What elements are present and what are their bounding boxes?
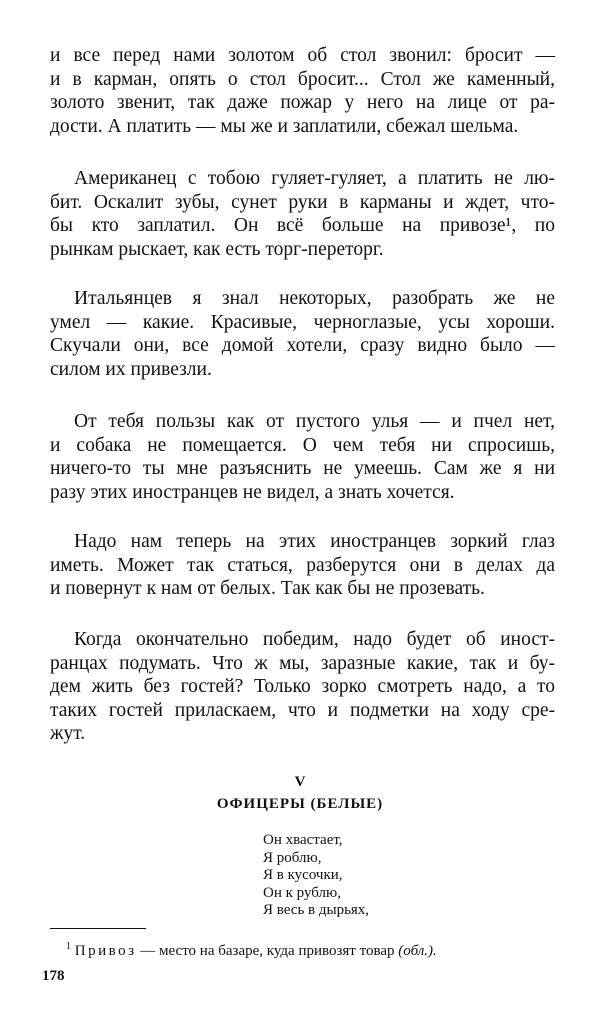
poem-line: Он к рублю, [263,884,341,901]
poem-line: Я в кусочки, [263,867,343,883]
footnote-marker: 1 [66,941,71,952]
text-line: золото звенит, так даже пожар у него на лице от ра- [50,92,555,113]
paragraph-6 [50,628,555,746]
page-number: 178 [42,968,65,984]
footnote [66,938,437,960]
chapter-number: V [294,774,306,790]
footnote-divider [50,928,146,929]
text-line: дости. А платить — мы же и заплатили, сбежал шельма. [50,115,519,137]
text-line: Надо нам теперь на этих иностранцев зоркий глаз [74,531,555,552]
footnote-term: Привоз [74,943,137,959]
paragraph-5 [50,530,555,601]
poem-line: Я роблю, [263,849,322,866]
text-line: От тебя пользы как от пустого улья — и пчел нет, [74,411,555,432]
text-line: иметь. Может так статься, разберутся они в делах да [50,554,555,576]
text-line: бы кто заплатил. Он всё больше на привозе¹, по [50,215,555,236]
poem-line: Он хвастает, [263,832,343,848]
text-line: ранцах подумать. Что ж мы, заразные какие, так и бу- [50,652,555,674]
text-line: умел — какие. Красивые, черноглазые, усы хороши. [50,311,555,333]
footnote-text: — место на базаре, куда привозят товар [136,943,399,959]
poem-block [263,832,369,920]
text-line: силом их привезли. [50,358,212,380]
text-line: рынкам рыскает, как есть торг-переторг. [50,238,384,260]
paragraph-2 [50,167,555,261]
text-line: Когда окончательно победим, надо будет об иност- [74,629,555,650]
text-line: разу этих иностранцев не видел, а знать хочется. [50,481,455,503]
text-line: таких гостей приласкаем, что и подметки на ходу сре- [50,699,555,721]
text-line: и повернут к нам от белых. Так как бы не прозевать. [50,578,485,599]
text-line: Итальянцев я знал некоторых, разобрать же не [74,288,555,309]
text-line: дем жить без гостей? Только зорко смотреть надо, а то [50,676,555,697]
text-line: и в карман, опять о стол бросит... Стол же каменный, [50,68,555,90]
paragraph-1 [50,44,555,138]
text-line: ничего-то ты мне разъяснить не умеешь. Сам же я ни [50,458,555,479]
text-line: бит. Оскалит зубы, сунет руки в карманы и ждет, что- [50,191,555,213]
text-line: и собака не помещается. О чем тебя ни спросишь, [50,434,555,456]
chapter-title: ОФИЦЕРЫ (БЕЛЫЕ) [216,796,384,812]
text-line: Американец с тобою гуляет-гуляет, а платить не лю- [74,168,555,189]
footnote-note: (обл.). [398,943,437,959]
poem-line: Я весь в дырьях, [263,902,370,918]
paragraph-3 [50,287,555,381]
paragraph-4 [50,410,555,504]
text-line: и все перед нами золотом об стол звонил: бросит — [50,45,555,66]
text-line: жут. [50,723,86,744]
text-line: Скучали они, все домой хотели, сразу видно было — [50,335,555,356]
